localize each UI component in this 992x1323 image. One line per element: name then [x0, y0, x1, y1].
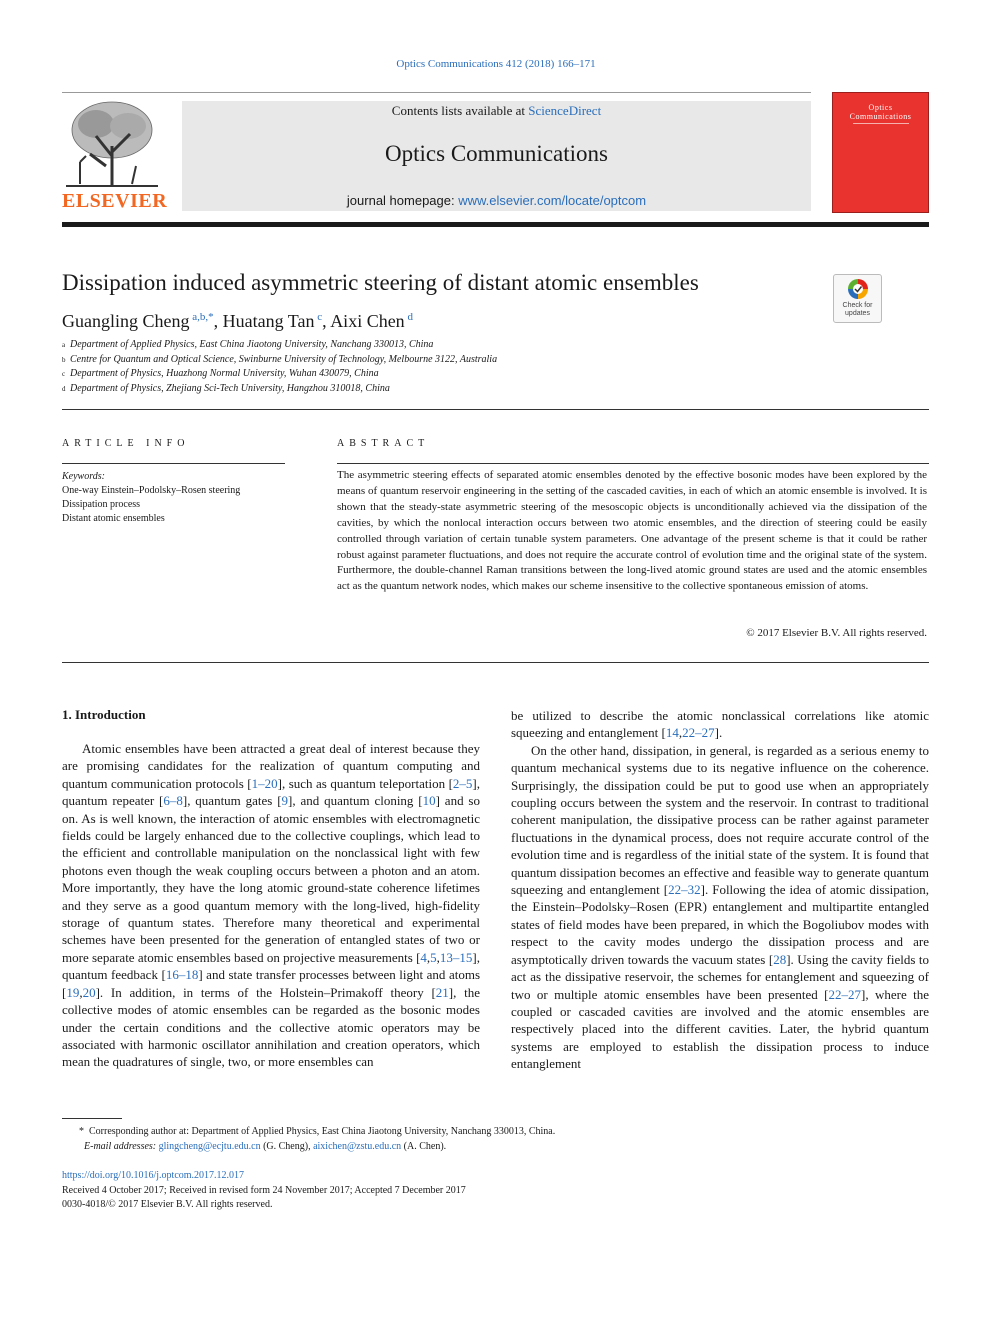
keyword-item[interactable]: Dissipation process — [62, 499, 141, 510]
author-list — [62, 311, 413, 332]
citation-link[interactable]: 4 — [420, 949, 427, 965]
affiliation-label: a — [62, 341, 66, 349]
author-affiliation-marker[interactable]: a,b,* — [189, 311, 214, 323]
article-info-heading: ARTICLE INFO — [62, 438, 190, 449]
body-text: ] and state transfer processes between light and atoms [ — [62, 967, 481, 1000]
body-text: , — [678, 725, 683, 741]
body-text: On the other hand, dissipation, in general, is regarded as a serious enemy to quantum mechanical systems due to its negative influence on the coherence. Surprisingly, the dissipation could be put to good use when an appropriately coupling occurs between the system and the reservoir. In contrast to traditional coherent manipulation, the dissipative process can be rather against parameter fluctuations in the dynamical process, does not require accurate control of the evolution time and is regardless of the initial state of the system. It is found that quantum dissipation becomes an effective and feasible way to generate quantum squeezing and entanglement [ — [511, 742, 929, 898]
affiliation-item — [62, 338, 497, 353]
cover-decoration — [853, 123, 909, 124]
author-affiliation-marker[interactable]: c — [314, 311, 323, 323]
body-text: Atomic ensembles have been attracted a great deal of interest because they are promising candidates for the realization of quantum computing and quantum communication protocols [ — [62, 741, 480, 791]
citation-link[interactable]: 6–8 — [163, 793, 183, 809]
body-text: ] and so on. As is well known, the interaction of atomic ensembles with electromagnetic fields could be largely enhanced due to the collective couplings, which lead to the efficient and controllable manipulation on the nonclassical light with few photons even though the weak coupling occurs between a photon and an atom. More importantly, they have the long atomic ground-state coherence lifetimes and they serve as a good quantum memory with the long-lived, high-fidelity storage of quantum states. Therefore many theoretical and experimental schemes have been presented for the generation of entangled states of two or more separate atomic ensembles based on projective measurements [ — [62, 793, 480, 965]
affiliation-label: b — [62, 355, 66, 364]
citation-link[interactable]: 22–32 — [668, 882, 701, 898]
body-paragraph — [511, 742, 929, 1073]
crossmark-line2: updates — [845, 310, 870, 317]
check-for-updates-button[interactable] — [833, 274, 882, 323]
author-name[interactable]: Aixi Chen — [330, 311, 405, 331]
elsevier-wordmark: ELSEVIER — [62, 190, 168, 212]
journal-title: Optics Communications — [385, 141, 608, 166]
section-heading-introduction: 1. Introduction — [62, 707, 146, 722]
article-title: Dissipation induced asymmetric steering of distant atomic ensembles — [62, 270, 699, 295]
abstract-text: The asymmetric steering effects of separated atomic ensembles denoted by the effective bosonic modes have been explored by the means of quantum reservoir engineering in the setting of the cascaded cavities, in each of which an atomic ensemble is involved. It is shown that the steady-state asymmetric steering of the mesoscopic objects is unconditionally achieved via the dissipation of the cavities, by which the nonlocal interaction occurs between two atomic ensembles, and the direction of steering could be easily controlled through variation of certain tunable system parameters. One advantage of the present scheme is that it could be rather robust against parameter fluctuations, and does not require the accurate control of evolution time and the original state of the system. Furthermore, the double-channel Raman transitions between the long-lived atomic ground states are used and the atomic ensembles act as the quantum network nodes, which makes our scheme insensitive to the collective spontaneous emission of atoms. — [337, 469, 927, 593]
affiliation-text: Department of Applied Physics, East China Jiaotong University, Nanchang 330013, China — [70, 339, 434, 350]
body-text: ], quantum gates [ — [182, 793, 282, 809]
affiliation-item — [62, 382, 497, 397]
corresponding-author-text: Corresponding author at: Department of Applied Physics, East China Jiaotong University, Nanchang 330013, China. — [89, 1126, 556, 1137]
body-text: ], the collective modes of atomic ensembles can be regarded as the bosonic modes under the certain conditions and the collective atomic operators may be associated with harmonic oscillator annihilation and creation operators, which mean the quadratures of single, two, or more ensembles can — [62, 984, 480, 1070]
email-owner: (A. Chen). — [401, 1140, 447, 1152]
elsevier-logo[interactable] — [62, 92, 168, 214]
cover-title — [833, 103, 928, 121]
author-name[interactable]: Huatang Tan — [222, 311, 315, 331]
citation-link[interactable]: 9 — [281, 793, 289, 809]
body-text: , — [426, 949, 431, 965]
journal-cover-thumbnail[interactable] — [832, 92, 929, 213]
email-link-chen[interactable]: aixichen@zstu.edu.cn — [313, 1140, 402, 1152]
affiliation-label: c — [62, 370, 66, 378]
body-text: ]. Following the idea of atomic dissipation, the Einstein–Podolsky–Rosen (EPR) entanglement and multipartite entangled states of field modes have been prepared, in which the Bogoliubov modes with respect to the cavity modes undergo the dissipation process and are asymptotically driven towards the vacuum states [ — [511, 882, 930, 967]
keywords-label: Keywords: — [62, 471, 105, 482]
body-text: ], and quantum cloning [ — [288, 793, 423, 809]
footnote — [62, 1125, 929, 1154]
body-text: , — [436, 949, 440, 965]
article-info-rule — [62, 463, 285, 464]
body-text: ], quantum repeater [ — [62, 775, 481, 809]
article-meta — [62, 1169, 466, 1213]
contents-prefix: Contents lists available at — [391, 103, 529, 118]
affiliation-text: Centre for Quantum and Optical Science, Swinburne University of Technology, Melbourne 3122, Australia — [70, 353, 498, 365]
sciencedirect-link[interactable]: ScienceDirect — [528, 103, 602, 118]
issn-copyright: 0030-4018/© 2017 Elsevier B.V. All rights reserved. — [62, 1199, 273, 1210]
body-column-left — [62, 740, 480, 1071]
body-column-right — [511, 707, 929, 1073]
citation-link[interactable]: 10 — [422, 793, 436, 809]
body-text: , — [79, 984, 83, 1000]
citation-link[interactable]: 20 — [82, 984, 96, 1000]
journal-homepage-link[interactable]: www.elsevier.com/locate/optcom — [458, 193, 647, 208]
email-label: E-mail addresses: — [84, 1140, 157, 1152]
email-owner: (G. Cheng), — [260, 1140, 314, 1152]
author-separator: , — [322, 311, 331, 331]
abstract-copyright: © 2017 Elsevier B.V. All rights reserved. — [746, 627, 927, 639]
divider-rule — [62, 662, 929, 663]
contents-line — [182, 103, 811, 119]
crossmark-label — [834, 302, 881, 318]
elsevier-tree-icon — [66, 96, 158, 188]
affiliation-label: d — [62, 384, 66, 393]
citation-link[interactable]: 13–15 — [439, 949, 473, 965]
affiliation-item — [62, 353, 497, 368]
citation-link[interactable]: 16–18 — [165, 967, 199, 983]
crossmark-line1: Check for — [842, 302, 873, 309]
affiliation-list — [62, 338, 497, 396]
citation-link[interactable]: 5 — [430, 949, 437, 965]
cover-title-line1: Optics — [868, 103, 893, 112]
header-thick-rule — [62, 222, 929, 227]
crossmark-icon — [847, 278, 869, 300]
homepage-prefix: journal homepage: — [346, 193, 459, 208]
citation-link[interactable]: 1–20 — [251, 775, 278, 791]
citation-link[interactable]: 19 — [66, 984, 80, 1000]
citation-link[interactable]: 22–27 — [828, 986, 862, 1002]
footnote-star: * — [79, 1126, 84, 1137]
citation-link[interactable]: 28 — [773, 951, 787, 967]
journal-header — [182, 101, 811, 211]
body-paragraph — [62, 740, 480, 1071]
citation-link[interactable]: 21 — [435, 984, 449, 1000]
header-top-rule — [62, 92, 811, 93]
affiliation-text: Department of Physics, Zhejiang Sci-Tech University, Hangzhou 310018, China — [70, 382, 390, 394]
keywords-block — [62, 470, 240, 526]
journal-citation[interactable]: Optics Communications 412 (2018) 166–171 — [396, 58, 596, 70]
keyword-item[interactable]: Distant atomic ensembles — [62, 513, 165, 524]
footnote-rule — [62, 1118, 122, 1119]
citation-link[interactable]: 2–5 — [452, 775, 473, 791]
body-text: ]. In addition, in terms of the Holstein–Primakoff theory [ — [95, 984, 436, 1000]
body-text: ]. — [714, 725, 723, 741]
doi-link[interactable]: https://doi.org/10.1016/j.optcom.2017.12.017 — [62, 1170, 245, 1181]
affiliation-item — [62, 367, 497, 382]
author-separator: , — [213, 311, 223, 331]
keyword-item[interactable]: One-way Einstein–Podolsky–Rosen steering — [62, 485, 241, 496]
affiliation-text: Department of Physics, Huazhong Normal University, Wuhan 430079, China — [70, 368, 379, 379]
journal-homepage-line — [182, 193, 811, 208]
body-text: ], quantum feedback [ — [62, 949, 480, 983]
body-text: ], where the coupled or cascaded cavities are involved and the atomic ensembles are respectively placed into the different cavities. Later, the hybrid quantum systems are employed to establish the dissipation process to induce entanglement — [511, 986, 930, 1072]
abstract-rule — [337, 463, 929, 464]
author-name[interactable]: Guangling Cheng — [62, 311, 190, 331]
citation-link[interactable]: 14 — [665, 725, 679, 741]
author-affiliation-marker[interactable]: d — [404, 311, 413, 323]
body-text: ], such as quantum teleportation [ — [277, 775, 453, 791]
body-paragraph — [511, 707, 929, 742]
corresponding-author-note — [62, 1125, 929, 1140]
received-dates: Received 4 October 2017; Received in revised form 24 November 2017; Accepted 7 December 2017 — [62, 1184, 466, 1196]
abstract-heading: ABSTRACT — [337, 438, 430, 449]
body-text: ]. Using the cavity fields to act as the dissipative reservoir, the schemes for entanglement and squeezing of two or multiple atomic ensembles have been presented [ — [511, 951, 930, 1002]
divider-rule — [62, 409, 929, 410]
body-text: be utilized to describe the atomic nonclassical correlations like atomic squeezing and entanglement [ — [511, 708, 929, 741]
email-line — [62, 1140, 929, 1155]
email-link-cheng[interactable]: glingcheng@ecjtu.edu.cn — [158, 1140, 261, 1152]
cover-title-line2: Communications — [849, 112, 912, 121]
citation-link[interactable]: 22–27 — [682, 725, 715, 741]
